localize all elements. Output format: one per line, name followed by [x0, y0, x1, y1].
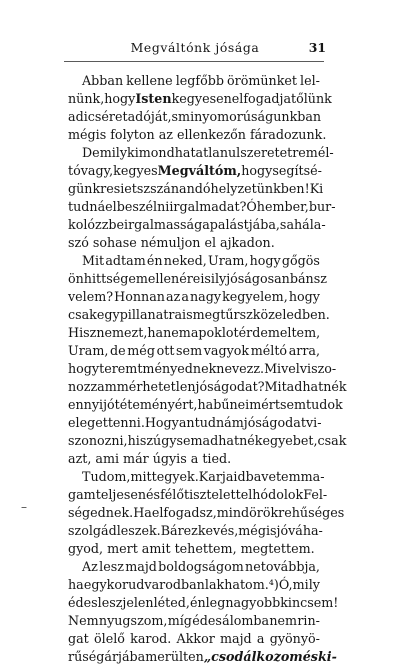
word: ellenére [147, 271, 201, 286]
word: adóját, [127, 109, 172, 124]
word: tehettem, [174, 541, 237, 556]
text-line [68, 432, 347, 450]
word: ajkadon. [220, 235, 275, 250]
word: mi [178, 109, 195, 124]
text-line [68, 396, 343, 414]
text-line [68, 162, 320, 180]
word: ellenkezőn [176, 127, 246, 142]
text-line [68, 504, 345, 522]
word: a [190, 451, 199, 466]
word: nagy [190, 289, 222, 304]
word: Óh [246, 199, 265, 214]
word: nünk, [68, 91, 105, 106]
word: mily [99, 145, 128, 160]
word: palástjába, [209, 217, 280, 232]
word: álomba [222, 613, 270, 628]
word: örömünket [227, 73, 298, 88]
text-line [68, 72, 320, 90]
word: és [302, 649, 318, 664]
word: günkre [68, 181, 114, 196]
word: hogy [249, 253, 281, 268]
word: Tudom, [82, 469, 131, 484]
word: Ó, [278, 577, 293, 592]
word: Megváltóm, [157, 163, 242, 178]
text-line [68, 630, 320, 648]
word: eleget [68, 415, 108, 430]
text-line [68, 558, 320, 576]
word: jótéteményért, [103, 397, 198, 412]
word: gyönyö- [269, 631, 320, 646]
word: ami [95, 451, 120, 466]
text-line [68, 378, 347, 396]
word: teremtményednek [99, 361, 217, 376]
word: dicséret [75, 109, 128, 124]
word: tegyek. [151, 469, 199, 484]
word: mit [130, 469, 152, 484]
text-line [68, 468, 325, 486]
word: gam [68, 487, 96, 502]
text-line [68, 450, 320, 468]
text-line [68, 90, 332, 108]
word: tó [68, 163, 81, 178]
word: de [110, 343, 126, 358]
text-line [68, 144, 334, 162]
text-line [68, 360, 337, 378]
word: tenni. [107, 415, 145, 430]
word: mily [292, 577, 320, 592]
word: még [127, 343, 155, 358]
word: pillanatra [119, 307, 183, 322]
word: nem [96, 325, 125, 340]
running-head [68, 40, 326, 60]
word: Isten [135, 91, 172, 106]
word: az [166, 289, 181, 304]
text-line [68, 252, 320, 270]
word: ez [183, 523, 198, 538]
word: én [146, 253, 163, 268]
text-line [68, 270, 327, 288]
word: kellene [126, 73, 173, 88]
body-text [68, 72, 347, 666]
word: adtam [105, 253, 146, 268]
word: nyugszom, [98, 613, 168, 628]
word: csak [68, 307, 97, 322]
word: ségednek. [68, 505, 134, 520]
word: lesz [97, 595, 123, 610]
word: tudok [306, 397, 343, 412]
word: adhatnék [286, 379, 347, 394]
word: hogy [241, 163, 273, 178]
word: ezt, [124, 325, 148, 340]
word: és [146, 487, 161, 502]
word: félő [160, 487, 184, 502]
word: hisz [127, 433, 154, 448]
word: kevés, [197, 523, 239, 538]
word: én [189, 595, 206, 610]
word: ha [68, 577, 84, 592]
word: leszek. [116, 523, 161, 538]
word: némuljon [140, 235, 201, 250]
margin-mark: – [21, 500, 27, 514]
word: mindörökre [216, 505, 292, 520]
word: szonozni, [68, 433, 128, 448]
word: neked, [163, 253, 207, 268]
text-line [68, 522, 323, 540]
word: vagy, [80, 163, 114, 178]
word: úgysem [153, 433, 203, 448]
word: poklot [198, 325, 239, 340]
word: nem [269, 613, 298, 628]
word: megtűrsz [192, 307, 253, 322]
word: bur- [308, 199, 336, 214]
text-line [68, 324, 320, 342]
word: úgyis [152, 451, 187, 466]
word: Mivel [264, 361, 300, 376]
word: kegyesen [171, 91, 232, 106]
word: amit [141, 541, 171, 556]
word: netovábbja, [245, 559, 320, 574]
word: árjába [104, 649, 146, 664]
word: vagyok [203, 343, 250, 358]
word: sem [279, 397, 306, 412]
word: egyebet, [262, 433, 318, 448]
word: kolózz [68, 217, 109, 232]
word: is [182, 307, 193, 322]
text-line [68, 648, 337, 666]
word: kincsem! [280, 595, 339, 610]
text-line [68, 612, 320, 630]
word: udvarodban [128, 577, 205, 592]
word: Hogyan [144, 415, 195, 430]
word: édes [192, 613, 222, 628]
word: s [171, 109, 179, 124]
word: Abban [82, 73, 124, 88]
word: elfogadja [231, 91, 292, 106]
word: tisztelettel [183, 487, 253, 502]
text-line [68, 216, 326, 234]
text-line [68, 234, 320, 252]
word: hála- [294, 217, 326, 232]
word: arra, [288, 343, 320, 358]
word: bűneimért [213, 397, 280, 412]
header-rule [64, 61, 324, 62]
word: lel- [300, 73, 320, 88]
word: mégis [68, 127, 107, 142]
word: Bár [160, 523, 184, 538]
word: mérhetetlen [116, 379, 196, 394]
word: Nem [68, 613, 99, 628]
word: segítsé- [272, 163, 322, 178]
word: lesz [99, 559, 124, 574]
word: szó [68, 235, 89, 250]
word: merülten [145, 649, 204, 664]
word: szeretetremél- [240, 145, 334, 160]
word: míg [167, 613, 192, 628]
word: boldogságom [158, 559, 244, 574]
word: karod. [130, 631, 172, 646]
text-line [68, 306, 330, 324]
text-line [68, 198, 336, 216]
word: rin- [297, 613, 320, 628]
word: ölelő [94, 631, 125, 646]
word: majd [220, 631, 252, 646]
word: a [181, 289, 189, 304]
word: tudnám [194, 415, 244, 430]
word: önhittségem [68, 271, 148, 286]
word: helyzetünkben! [210, 181, 310, 196]
word: legnagyobb [205, 595, 281, 610]
word: teljesen [95, 487, 147, 502]
word: Ha [133, 505, 152, 520]
word: jelenléted, [122, 595, 190, 610]
word: Mit [82, 253, 105, 268]
word: Mit [264, 379, 287, 394]
word: azt, [68, 451, 92, 466]
word: bánsz [289, 271, 327, 286]
word: sem [176, 343, 203, 358]
word: gőgös [281, 253, 320, 268]
word: ennyi [68, 397, 104, 412]
word: „csodálkozom [203, 649, 303, 664]
text-line [68, 414, 320, 432]
word: hogy [68, 361, 100, 376]
word: Az [82, 559, 98, 574]
word: Hisz [68, 325, 97, 340]
word: jóságodat [243, 415, 306, 430]
word: sohase [92, 235, 137, 250]
word: hódolok [252, 487, 304, 502]
word: Uram, [68, 343, 109, 358]
word: is [200, 271, 211, 286]
word: ki- [317, 649, 337, 664]
word: a [190, 325, 199, 340]
word: szánandó [150, 181, 211, 196]
word: velem? [68, 289, 114, 304]
text-line [68, 576, 320, 594]
text-line [68, 288, 320, 306]
word: adhatnék [202, 433, 263, 448]
word: s [279, 217, 287, 232]
word: majd [125, 559, 157, 574]
page-number: 31 [308, 40, 326, 55]
word: hűséges [291, 505, 345, 520]
text-line [68, 486, 328, 504]
word: kegyelem, [222, 289, 288, 304]
word: elbeszélni [105, 199, 170, 214]
word: ott [156, 343, 175, 358]
running-title: Megváltónk jósága [130, 40, 260, 55]
word: szolgád [68, 523, 117, 538]
word: vi- [305, 415, 322, 430]
word: be [108, 217, 125, 232]
text-line [68, 126, 327, 144]
word: ily [210, 271, 227, 286]
word: viszo- [299, 361, 337, 376]
word: ma- [300, 469, 325, 484]
word: hogy [104, 91, 136, 106]
word: nozzam [68, 379, 117, 394]
text-line [68, 180, 324, 198]
text-line [68, 342, 320, 360]
word: ha [197, 397, 214, 412]
word: jóságosan [226, 271, 290, 286]
word: az [158, 127, 173, 142]
word: vetem [261, 469, 301, 484]
word: Ki [309, 181, 324, 196]
word: mégis [238, 523, 277, 538]
word: De [82, 145, 100, 160]
word: Akkor [176, 631, 215, 646]
word: a [68, 109, 76, 124]
word: legfőbb [175, 73, 224, 88]
word: jóságodat? [195, 379, 265, 394]
word: érdemeltem, [238, 325, 321, 340]
word: tudná [68, 199, 106, 214]
word: Honnan [114, 289, 165, 304]
word: méltó [250, 343, 288, 358]
text-line [68, 108, 320, 126]
word: Fel- [303, 487, 328, 502]
word: édes [68, 595, 98, 610]
word: hogy [288, 289, 320, 304]
word: csak [317, 433, 347, 448]
word: rűség [68, 649, 105, 664]
word: lakhatom.⁴) [204, 577, 279, 592]
word: megtettem. [240, 541, 315, 556]
word: gyod, [68, 541, 104, 556]
word: tied. [202, 451, 232, 466]
word: Uram, [208, 253, 249, 268]
word: jóváha- [276, 523, 323, 538]
word: gat [68, 631, 89, 646]
word: ember, [264, 199, 309, 214]
word: irgalmassága [124, 217, 210, 232]
text-line [68, 594, 339, 612]
word: nyomorúságunkban [194, 109, 322, 124]
text-line [68, 540, 320, 558]
word: folyton [110, 127, 155, 142]
word: irgalmadat? [169, 199, 247, 214]
word: kimondhatatlanul [127, 145, 241, 160]
word: sietsz [113, 181, 151, 196]
word: Karjaidba [198, 469, 262, 484]
word: egy [96, 307, 120, 322]
word: el [204, 235, 217, 250]
word: közeledben. [252, 307, 330, 322]
word: tőlünk [291, 91, 332, 106]
word: fáradozunk. [249, 127, 327, 142]
word: a [256, 631, 265, 646]
word: már [123, 451, 149, 466]
word: hanem [147, 325, 191, 340]
word: kegyes [113, 163, 158, 178]
word: elfogadsz, [151, 505, 217, 520]
word: mert [107, 541, 138, 556]
word: egykor [83, 577, 129, 592]
word: a [286, 217, 295, 232]
word: nevezz. [216, 361, 265, 376]
